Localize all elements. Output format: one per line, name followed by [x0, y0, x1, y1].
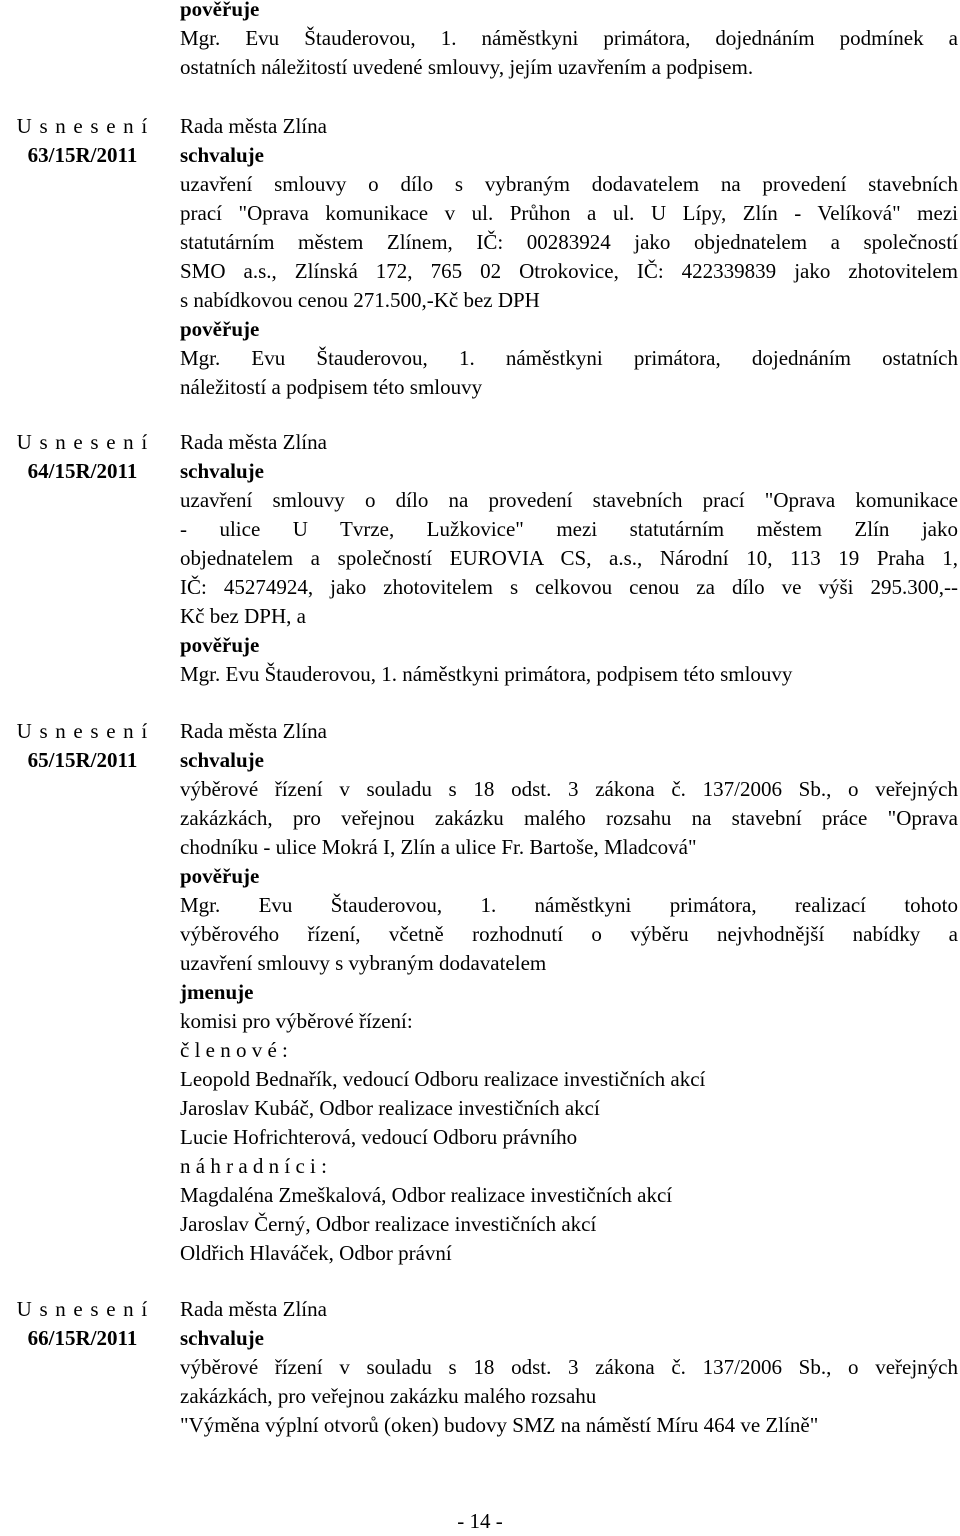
text-line: uzavření smlouvy o dílo s vybraným dodavatelem na provedení stavebních — [180, 172, 958, 196]
text-line: výběrové řízení v souladu s 18 odst. 3 zákona č. 137/2006 Sb., o veřejných — [180, 1355, 958, 1379]
text-line: "Výměna výplní otvorů (oken) budovy SMZ na náměstí Míru 464 ve Zlíně" — [180, 1413, 819, 1437]
members-label: č l e n o v é : — [180, 1038, 288, 1062]
substitute-item: Oldřich Hlaváček, Odbor právní — [180, 1241, 452, 1265]
resolution-number: 63/15R/2011 — [27, 143, 138, 167]
text-line: zakázkách, pro veřejnou zakázku malého rozsahu — [180, 1384, 597, 1408]
substitutes-label: n á h r a d n í c i : — [180, 1154, 327, 1178]
council-name: Rada města Zlína — [180, 430, 327, 454]
text-line: objednatelem a společností EUROVIA CS, a.s., Národní 10, 113 19 Praha 1, — [180, 546, 958, 570]
text-line: Kč bez DPH, a — [180, 604, 306, 628]
council-name: Rada města Zlína — [180, 719, 327, 743]
member-item: Lucie Hofrichterová, vedoucí Odboru právního — [180, 1125, 578, 1149]
poveruje-heading: pověřuje — [180, 633, 260, 657]
text-line: Mgr. Evu Štauderovou, 1. náměstkyni primátora, dojednáním podmínek a — [180, 26, 958, 50]
commission-label: komisi pro výběrové řízení: — [180, 1009, 413, 1033]
resolution-body — [180, 717, 958, 1268]
schvaluje-heading: schvaluje — [180, 1326, 264, 1350]
resolution-number: 64/15R/2011 — [27, 459, 138, 483]
resolution-body — [180, 1295, 958, 1440]
substitute-item: Magdaléna Zmeškalová, Odbor realizace investičních akcí — [180, 1183, 673, 1207]
resolution-word: U s n e s e n í — [16, 114, 149, 138]
resolution-label — [0, 112, 165, 170]
resolution-body — [180, 428, 958, 689]
text-line: statutárním městem Zlínem, IČ: 00283924 jako objednatelem a společností — [180, 230, 958, 254]
resolution-word: U s n e s e n í — [16, 430, 149, 454]
text-line: zakázkách, pro veřejnou zakázku malého rozsahu na stavební práce "Oprava — [180, 806, 958, 830]
council-name: Rada města Zlína — [180, 114, 327, 138]
schvaluje-heading: schvaluje — [180, 459, 264, 483]
resolution-body — [180, 112, 958, 402]
text-line: prací "Oprava komunikace v ul. Průhon a ul. U Lípy, Zlín - Velíková" mezi — [180, 201, 958, 225]
text-line: - ulice U Tvrze, Lužkovice" mezi statutárním městem Zlín jako — [180, 517, 958, 541]
member-item: Jaroslav Kubáč, Odbor realizace investičních akcí — [180, 1096, 600, 1120]
jmenuje-heading: jmenuje — [180, 980, 254, 1004]
schvaluje-heading: schvaluje — [180, 143, 264, 167]
text-line: ostatních náležitostí uvedené smlouvy, jejím uzavřením a podpisem. — [180, 55, 754, 79]
text-line: náležitostí a podpisem této smlouvy — [180, 375, 483, 399]
poveruje-heading: pověřuje — [180, 864, 260, 888]
text-line: SMO a.s., Zlínská 172, 765 02 Otrokovice, IČ: 422339839 jako zhotovitelem — [180, 259, 958, 283]
text-line: výběrového řízení, včetně rozhodnutí o výběru nejvhodnější nabídky a — [180, 922, 958, 946]
text-line: s nabídkovou cenou 271.500,-Kč bez DPH — [180, 288, 540, 312]
resolution-number: 66/15R/2011 — [27, 1326, 138, 1350]
text-line: uzavření smlouvy s vybraným dodavatelem — [180, 951, 547, 975]
resolution-number: 65/15R/2011 — [27, 748, 138, 772]
poveruje-heading: pověřuje — [180, 317, 260, 341]
schvaluje-heading: schvaluje — [180, 748, 264, 772]
resolution-label — [0, 717, 165, 775]
resolution-label — [0, 1295, 165, 1353]
page-number: - 14 - — [457, 1509, 503, 1533]
resolution-label — [0, 428, 165, 486]
top-continuation — [180, 0, 958, 82]
text-line: Mgr. Evu Štauderovou, 1. náměstkyni primátora, dojednáním ostatních — [180, 346, 958, 370]
resolution-word: U s n e s e n í — [16, 719, 149, 743]
resolution-word: U s n e s e n í — [16, 1297, 149, 1321]
text-line: Mgr. Evu Štauderovou, 1. náměstkyni primátora, podpisem této smlouvy — [180, 662, 793, 686]
text-line: chodníku - ulice Mokrá I, Zlín a ulice Fr. Bartoše, Mladcová" — [180, 835, 697, 859]
text-line: výběrové řízení v souladu s 18 odst. 3 zákona č. 137/2006 Sb., o veřejných — [180, 777, 958, 801]
text-line: uzavření smlouvy o dílo na provedení stavebních prací "Oprava komunikace — [180, 488, 958, 512]
member-item: Leopold Bednařík, vedoucí Odboru realizace investičních akcí — [180, 1067, 706, 1091]
poveruje-heading: pověřuje — [180, 0, 260, 21]
text-line: IČ: 45274924, jako zhotovitelem s celkovou cenou za dílo ve výši 295.300,-- — [180, 575, 958, 599]
council-name: Rada města Zlína — [180, 1297, 327, 1321]
text-line: Mgr. Evu Štauderovou, 1. náměstkyni primátora, realizací tohoto — [180, 893, 958, 917]
substitute-item: Jaroslav Černý, Odbor realizace investičních akcí — [180, 1212, 597, 1236]
